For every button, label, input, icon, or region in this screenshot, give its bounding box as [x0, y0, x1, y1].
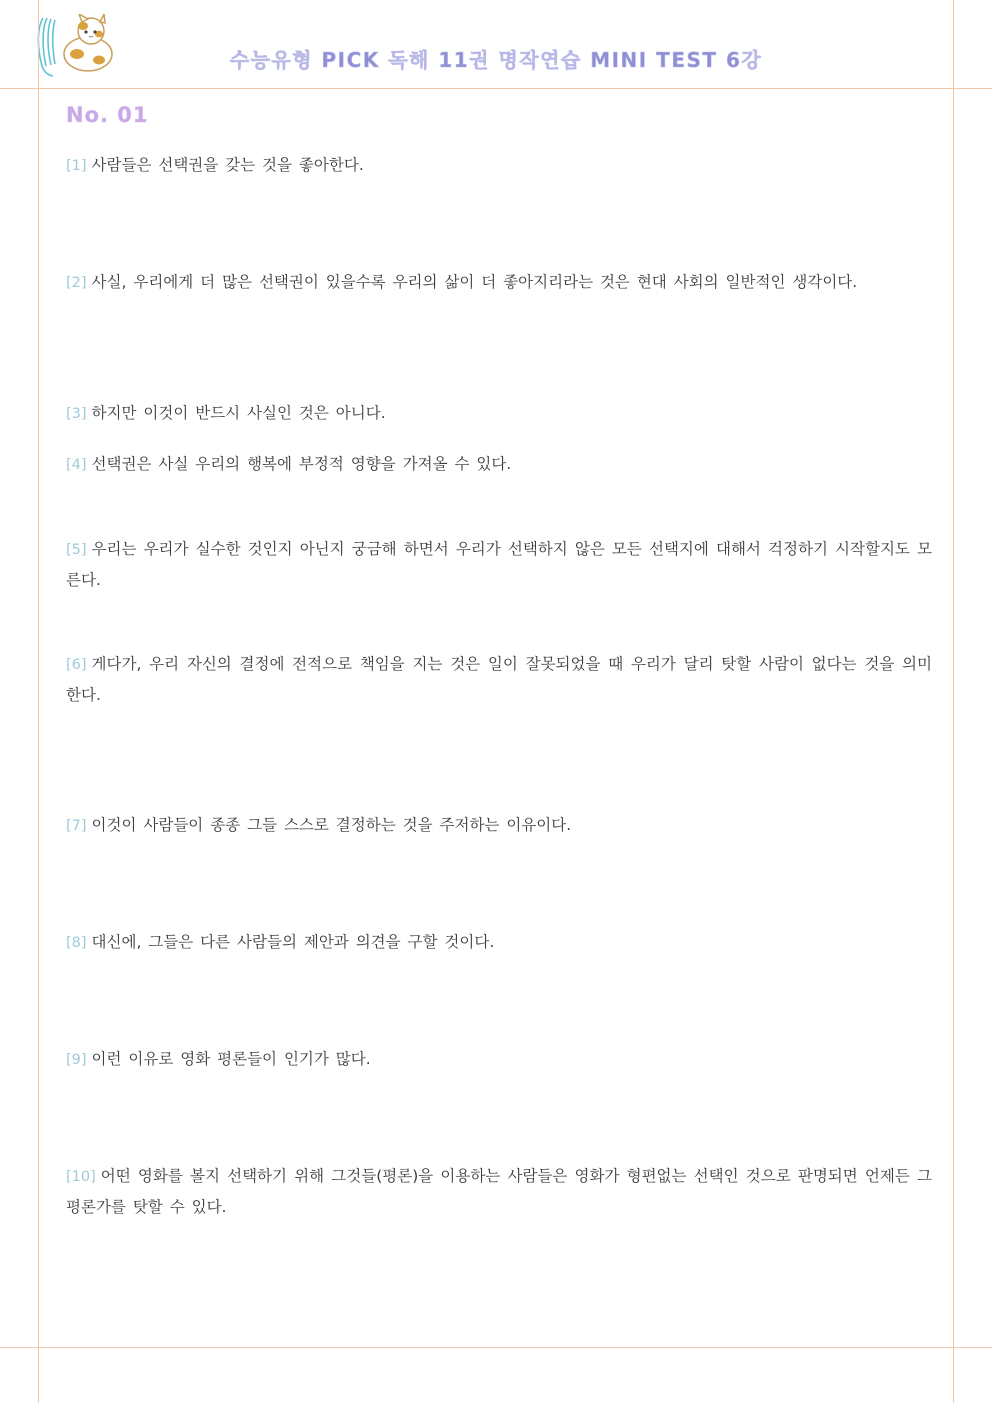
- sentence-text: 게다가, 우리 자신의 결정에 전적으로 책임을 지는 것은 일이 잘못되었을 때 우리가 달리 탓할 사람이 없다는 것을 의미한다.: [66, 655, 932, 704]
- list-item: [66, 927, 932, 958]
- sentence-text: 사람들은 선택권을 갖는 것을 좋아한다.: [91, 156, 364, 174]
- spacer: [66, 595, 932, 649]
- right-margin-line: [953, 0, 954, 1403]
- list-item: [66, 398, 932, 429]
- list-item: [66, 649, 932, 710]
- list-item: [66, 534, 932, 595]
- sentence-list: [66, 150, 932, 1222]
- sentence-text: 선택권은 사실 우리의 행복에 부정적 영향을 가져올 수 있다.: [91, 455, 512, 473]
- spacer: [66, 710, 932, 810]
- sentence-index: [2]: [66, 275, 87, 291]
- sentence-index: [9]: [66, 1052, 87, 1068]
- list-item: [66, 1044, 932, 1075]
- spacer: [66, 181, 932, 267]
- left-margin-line: [38, 0, 39, 1403]
- sentence-text: 어떤 영화를 볼지 선택하기 위해 그것들(평론)을 이용하는 사람들은 영화가 형편없는 선택인 것으로 판명되면 언제든 그 평론가를 탓할 수 있다.: [66, 1167, 932, 1216]
- list-item: [66, 810, 932, 841]
- list-item: [66, 267, 932, 298]
- list-item: [66, 449, 932, 480]
- sentence-index: [4]: [66, 457, 87, 473]
- page-title: 수능유형 PICK 독해 11권 명작연습 MINI TEST 6강: [229, 48, 763, 72]
- list-item: [66, 150, 932, 181]
- list-item: [66, 1161, 932, 1222]
- footer-divider: [0, 1347, 992, 1348]
- spacer: [66, 429, 932, 449]
- sentence-text: 사실, 우리에게 더 많은 선택권이 있을수록 우리의 삶이 더 좋아지리라는 것은 현대 사회의 일반적인 생각이다.: [91, 273, 858, 291]
- spacer: [66, 480, 932, 534]
- spacer: [66, 298, 932, 398]
- sentence-index: [7]: [66, 818, 87, 834]
- page-header: [0, 0, 992, 88]
- sentence-index: [5]: [66, 542, 87, 558]
- sentence-index: [1]: [66, 158, 87, 174]
- sentence-text: 이런 이유로 영화 평론들이 인기가 많다.: [91, 1050, 371, 1068]
- header-divider: [0, 88, 992, 89]
- spacer: [66, 958, 932, 1044]
- sentence-index: [10]: [66, 1169, 96, 1185]
- question-number: No. 01: [66, 103, 149, 127]
- sentence-text: 이것이 사람들이 종종 그들 스스로 결정하는 것을 주저하는 이유이다.: [91, 816, 572, 834]
- spacer: [66, 1075, 932, 1161]
- spacer: [66, 841, 932, 927]
- sentence-index: [6]: [66, 657, 87, 673]
- sentence-index: [8]: [66, 935, 87, 951]
- sentence-text: 하지만 이것이 반드시 사실인 것은 아니다.: [91, 404, 386, 422]
- sentence-text: 대신에, 그들은 다른 사람들의 제안과 의견을 구할 것이다.: [91, 933, 495, 951]
- sentence-text: 우리는 우리가 실수한 것인지 아닌지 궁금해 하면서 우리가 선택하지 않은 모든 선택지에 대해서 걱정하기 시작할지도 모른다.: [66, 540, 932, 589]
- sentence-index: [3]: [66, 406, 87, 422]
